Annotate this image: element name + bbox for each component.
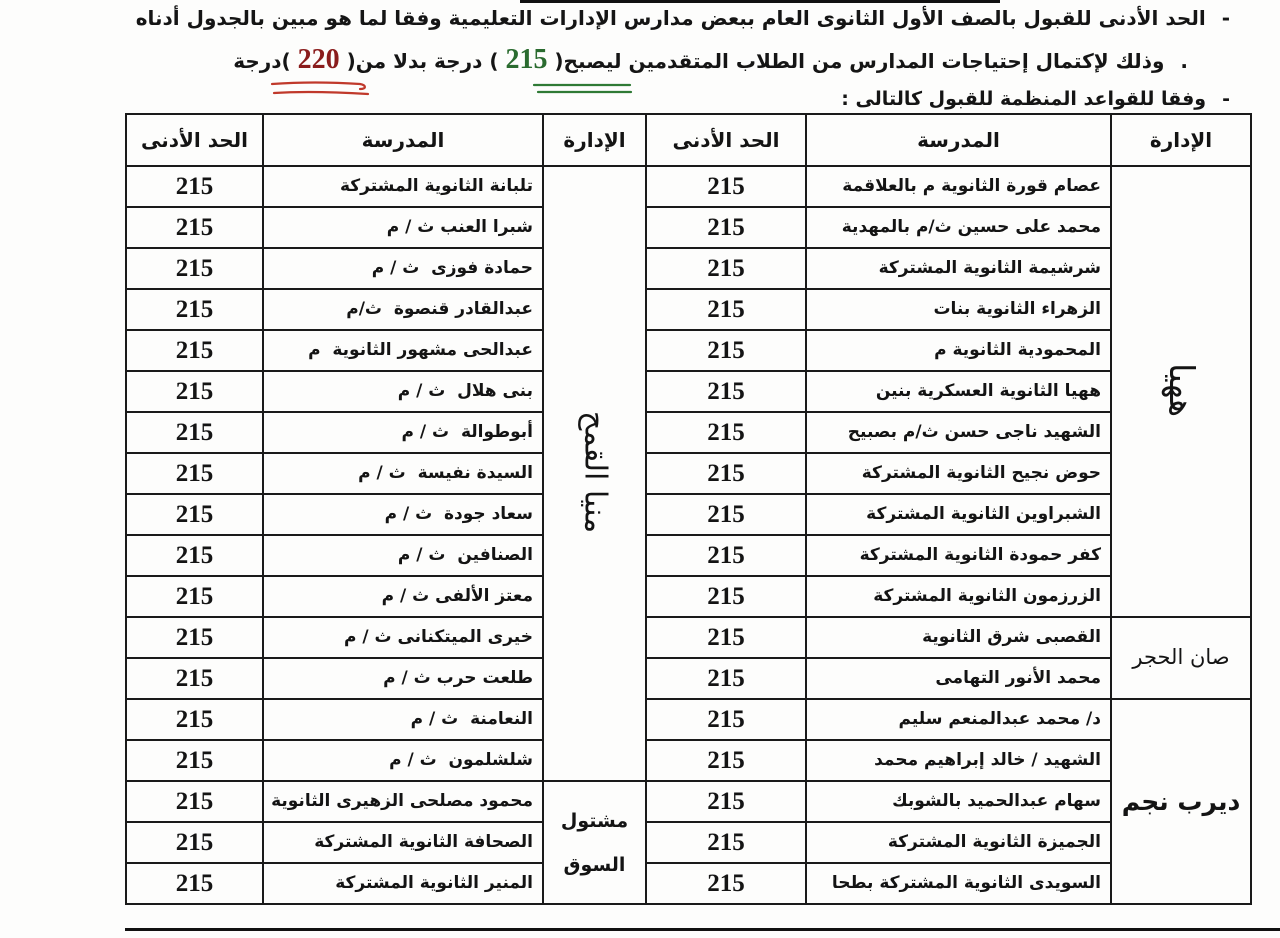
school-name-cell: د/ محمد عبدالمنعم سليم (806, 699, 1111, 740)
table-row (126, 248, 1251, 289)
min-score-cell: 215 (126, 617, 263, 658)
min-score-cell: 215 (126, 330, 263, 371)
school-name-cell: الشبراوين الثانوية المشتركة (806, 494, 1111, 535)
new-min-highlight (505, 42, 547, 79)
table-row (126, 658, 1251, 699)
school-name-cell: ههيا الثانوية العسكرية بنين (806, 371, 1111, 412)
min-score-cell: 215 (126, 412, 263, 453)
min-score-cell: 215 (646, 207, 806, 248)
school-name-cell: الصنافين ث / م (263, 535, 543, 576)
school-name-cell: السيدة نفيسة ث / م (263, 453, 543, 494)
bottom-border-rule (125, 928, 1280, 931)
school-name-cell: القصبى شرق الثانوية (806, 617, 1111, 658)
intro-line-1-text: الحد الأدنى للقبول بالصف الأول الثانوى العام ببعض مدارس الإدارات التعليمية وفقا لما هو مبين بالجدول أدناه (135, 6, 1206, 30)
school-name-cell: عبدالحى مشهور الثانوية م (263, 330, 543, 371)
school-name-cell: كفر حمودة الثانوية المشتركة (806, 535, 1111, 576)
bullet-dash: - (1222, 88, 1230, 110)
min-score-cell: 215 (126, 576, 263, 617)
school-name-cell: خيرى الميتكنانى ث / م (263, 617, 543, 658)
school-name-cell: تلبانة الثانوية المشتركة (263, 166, 543, 207)
admin-cell (1111, 617, 1251, 699)
green-marker-underline (532, 81, 632, 97)
min-score-cell: 215 (126, 207, 263, 248)
min-score-cell: 215 (646, 371, 806, 412)
school-name-cell: حوض نجيح الثانوية المشتركة (806, 453, 1111, 494)
table-row (126, 699, 1251, 740)
table-row (126, 822, 1251, 863)
header-row (126, 114, 1251, 166)
school-name-cell: محمد على حسين ث/م بالمهدية (806, 207, 1111, 248)
intro-line-2-text-after: )درجة (233, 49, 298, 73)
old-min-score: 220 (297, 44, 340, 75)
bullet-dash: - (1221, 6, 1230, 30)
school-name-cell: عبدالقادر قنصوة ث/م (263, 289, 543, 330)
min-score-cell: 215 (126, 166, 263, 207)
red-marker-stroke (272, 83, 365, 90)
school-name-cell: سعاد جودة ث / م (263, 494, 543, 535)
admin-name: ههيا (1161, 362, 1201, 417)
school-name-cell: أبوطوالة ث / م (263, 412, 543, 453)
school-name-cell: الجميزة الثانوية المشتركة (806, 822, 1111, 863)
school-name-cell: بنى هلال ث / م (263, 371, 543, 412)
header-school: المدرسة (806, 114, 1111, 166)
admin-name: صان الحجر (1132, 645, 1230, 670)
school-name-cell: السويدى الثانوية المشتركة بطحا (806, 863, 1111, 904)
min-score-cell: 215 (126, 289, 263, 330)
school-name-cell: النعامنة ث / م (263, 699, 543, 740)
table-row (126, 207, 1251, 248)
intro-line-2-text-before: وذلك لإكتمال إحتياجات المدارس من الطلاب المتقدمين ليصبح( (547, 49, 1165, 73)
header-admin: الإدارة (543, 114, 646, 166)
table-row (126, 412, 1251, 453)
min-score-cell: 215 (646, 330, 806, 371)
min-score-cell: 215 (646, 699, 806, 740)
school-name-cell: الصحافة الثانوية المشتركة (263, 822, 543, 863)
admin-name: منيا القمح (577, 410, 613, 533)
min-score-cell: 215 (646, 740, 806, 781)
min-score-cell: 215 (126, 822, 263, 863)
school-name-cell: شلشلمون ث / م (263, 740, 543, 781)
min-score-cell: 215 (126, 740, 263, 781)
intro-line-2-text-middle: ) درجة بدلا من( (339, 49, 506, 73)
school-name-cell: الشهيد ناجى حسن ث/م بصبيح (806, 412, 1111, 453)
min-score-cell: 215 (646, 535, 806, 576)
school-name-cell: سهام عبدالحميد بالشوبك (806, 781, 1111, 822)
admin-cell (1111, 699, 1251, 904)
school-name-cell: المحمودية الثانوية م (806, 330, 1111, 371)
school-name-cell: الزهراء الثانوية بنات (806, 289, 1111, 330)
table-row (126, 576, 1251, 617)
min-score-cell: 215 (126, 699, 263, 740)
admin-cell (543, 166, 646, 781)
admin-name: ديرب نجم (1121, 786, 1241, 816)
min-score-cell: 215 (646, 863, 806, 904)
school-name-cell: الشهيد / خالد إبراهيم محمد (806, 740, 1111, 781)
table-row (126, 371, 1251, 412)
table-row (126, 166, 1251, 207)
bullet-dot: . (1180, 49, 1188, 73)
table-header (126, 114, 1251, 166)
min-score-cell: 215 (126, 535, 263, 576)
intro-line-3-text: وفقا للقواعد المنظمة للقبول كالتالى : (841, 88, 1207, 110)
table-row (126, 740, 1251, 781)
intro-line-1 (120, 3, 1230, 33)
min-score-cell: 215 (646, 576, 806, 617)
table-row (126, 617, 1251, 658)
intro-line-3 (630, 86, 1230, 112)
red-marker-stroke (274, 92, 368, 94)
table-row (126, 494, 1251, 535)
red-marker-underline (270, 81, 370, 97)
min-score-cell: 215 (646, 494, 806, 535)
header-school: المدرسة (263, 114, 543, 166)
header-min: الحد الأدنى (126, 114, 263, 166)
table-row (126, 863, 1251, 904)
min-score-cell: 215 (646, 781, 806, 822)
school-name-cell: معتز الألفى ث / م (263, 576, 543, 617)
min-score-cell: 215 (646, 248, 806, 289)
min-score-cell: 215 (646, 453, 806, 494)
min-score-cell: 215 (126, 453, 263, 494)
table-body (126, 166, 1251, 904)
header-admin: الإدارة (1111, 114, 1251, 166)
min-score-cell: 215 (646, 166, 806, 207)
min-score-cell: 215 (126, 248, 263, 289)
header-min: الحد الأدنى (646, 114, 806, 166)
min-score-cell: 215 (126, 494, 263, 535)
table-row (126, 781, 1251, 822)
intro-line-2 (158, 42, 1188, 79)
school-name-cell: محمد الأنور التهامى (806, 658, 1111, 699)
admin-cell (543, 781, 646, 904)
table-row (126, 535, 1251, 576)
new-min-score: 215 (505, 44, 548, 75)
table-row (126, 453, 1251, 494)
school-name-cell: شرشيمة الثانوية المشتركة (806, 248, 1111, 289)
table-row (126, 289, 1251, 330)
min-score-cell: 215 (646, 658, 806, 699)
school-name-cell: حمادة فوزى ث / م (263, 248, 543, 289)
min-score-cell: 215 (126, 781, 263, 822)
min-score-cell: 215 (646, 289, 806, 330)
admin-cell (1111, 166, 1251, 617)
school-name-cell: الزرزمون الثانوية المشتركة (806, 576, 1111, 617)
min-score-cell: 215 (126, 658, 263, 699)
table-row (126, 330, 1251, 371)
school-name-cell: طلعت حرب ث / م (263, 658, 543, 699)
school-name-cell: محمود مصلحى الزهيرى الثانوية (263, 781, 543, 822)
min-score-cell: 215 (646, 822, 806, 863)
min-score-cell: 215 (126, 863, 263, 904)
min-score-cell: 215 (646, 617, 806, 658)
school-name-cell: شبرا العنب ث / م (263, 207, 543, 248)
school-name-cell: المنير الثانوية المشتركة (263, 863, 543, 904)
admin-name: مشتول السوق (560, 809, 629, 876)
admission-table (125, 113, 1252, 905)
min-score-cell: 215 (646, 412, 806, 453)
min-score-cell: 215 (126, 371, 263, 412)
school-name-cell: عصام قورة الثانوية م بالعلاقمة (806, 166, 1111, 207)
old-min-highlight (298, 42, 340, 79)
